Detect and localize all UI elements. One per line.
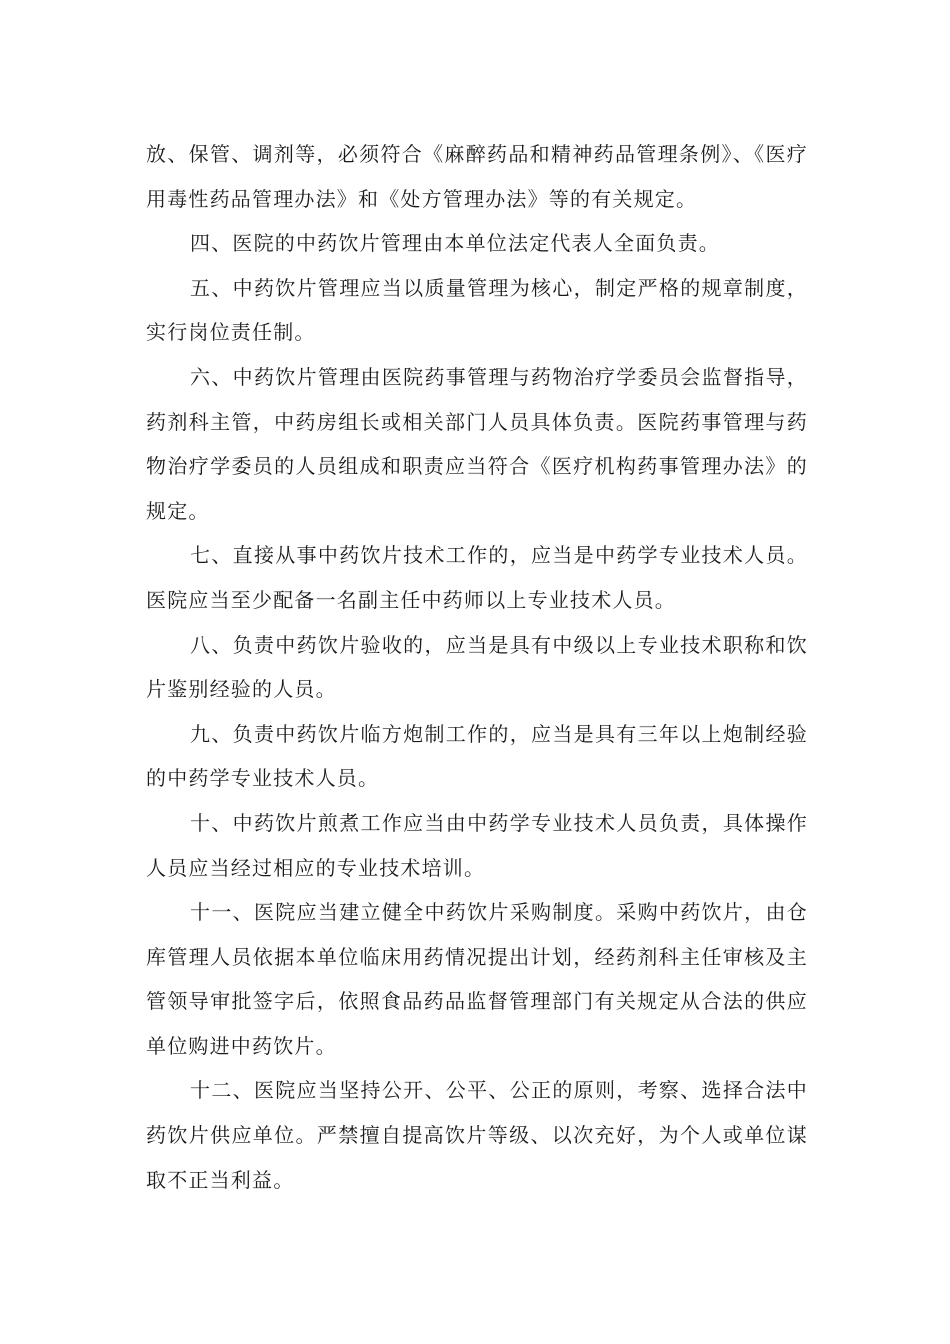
paragraph-article-12: 十二、医院应当坚持公开、公平、公正的原则，考察、选择合法中药饮片供应单位。严禁擅自提高饮片等级、以次充好，为个人或单位谋取不正当利益。 — [146, 1078, 808, 1192]
paragraph-article-11: 十一、医院应当建立健全中药饮片采购制度。采购中药饮片，由仓库管理人员依据本单位临床用药情况提出计划，经药剂科主任审核及主管领导审批签字后，依照食品药品监督管理部门有关规定从合法的供应单位购进中药饮片。 — [146, 900, 808, 1058]
paragraph-article-10: 十、中药饮片煎煮工作应当由中药学专业技术人员负责，具体操作人员应当经过相应的专业技术培训。 — [146, 810, 808, 880]
paragraph-article-4: 四、医院的中药饮片管理由本单位法定代表人全面负责。 — [190, 231, 720, 256]
paragraph-article-7: 七、直接从事中药饮片技术工作的，应当是中药学专业技术人员。医院应当至少配备一名副主任中药师以上专业技术人员。 — [146, 543, 808, 612]
document-body — [146, 132, 808, 1202]
paragraph-article-9: 九、负责中药饮片临方炮制工作的，应当是具有三年以上炮制经验的中药学专业技术人员。 — [146, 721, 808, 791]
paragraph-continuation: 放、保管、调剂等，必须符合《麻醉药品和精神药品管理条例》、《医疗用毒性药品管理办法》和《处方管理办法》等的有关规定。 — [146, 142, 808, 211]
paragraph-article-8: 八、负责中药饮片验收的，应当是具有中级以上专业技术职称和饮片鉴别经验的人员。 — [146, 632, 808, 702]
paragraph-article-5: 五、中药饮片管理应当以质量管理为核心，制定严格的规章制度，实行岗位责任制。 — [146, 275, 808, 345]
paragraph-article-6: 六、中药饮片管理由医院药事管理与药物治疗学委员会监督指导，药剂科主管，中药房组长或相关部门人员具体负责。医院药事管理与药物治疗学委员的人员组成和职责应当符合《医疗机构药事管理办法》的规定。 — [146, 364, 808, 523]
